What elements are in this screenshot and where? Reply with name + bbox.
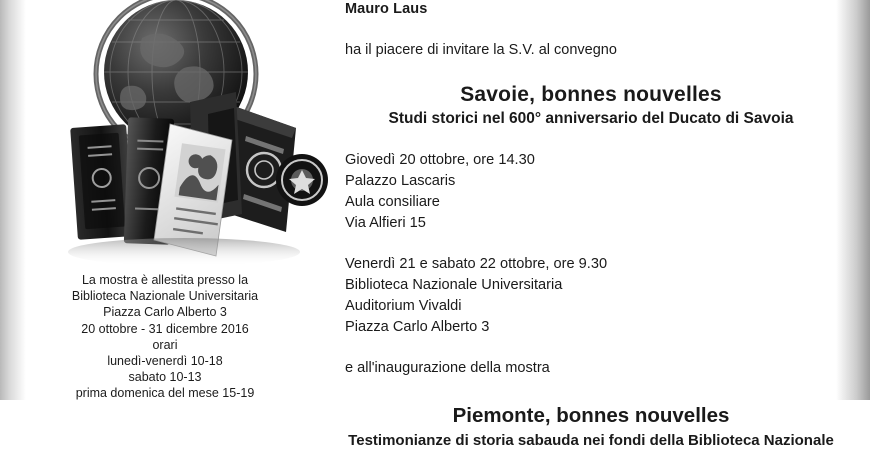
session-two-line: Venerdì 21 e sabato 22 ottobre, ore 9.30 xyxy=(345,256,608,272)
right-column xyxy=(345,0,845,449)
exhibition-invite-line: e all'inaugurazione della mostra xyxy=(345,360,550,376)
exhibition-subtitle: Testimonianze di storia sabauda nei fondi della Biblioteca Nazionale xyxy=(348,432,834,449)
session-two-block xyxy=(345,234,845,338)
caption-line: La mostra è allestita presso la xyxy=(81,273,249,287)
globe-illustration xyxy=(58,0,308,266)
caption-line: 20 ottobre - 31 dicembre 2016 xyxy=(81,321,249,336)
session-one-line: Giovedì 20 ottobre, ore 14.30 xyxy=(345,152,535,168)
host-name: Mauro Laus xyxy=(345,1,428,17)
event-subtitle: Studi storici nel 600° anniversario del Ducato di Savoia xyxy=(388,110,794,127)
exhibition-details-caption xyxy=(0,272,330,402)
session-two-line: Piazza Carlo Alberto 3 xyxy=(345,319,490,335)
caption-line: prima domenica del mese 15-19 xyxy=(75,386,255,401)
exhibition-title-block xyxy=(345,379,845,450)
event-title-block xyxy=(345,59,845,129)
session-one-block xyxy=(345,129,845,234)
left-column xyxy=(0,0,330,400)
event-title: Savoie, bonnes nouvelles xyxy=(460,83,722,106)
caption-line: sabato 10-13 xyxy=(128,370,202,385)
session-two-line: Biblioteca Nazionale Universitaria xyxy=(345,277,563,293)
exhibition-title: Piemonte, bonnes nouvelles xyxy=(452,404,730,427)
session-one-line: Aula consiliare xyxy=(345,194,440,210)
photo-globe-and-books xyxy=(58,0,308,266)
caption-line: Biblioteca Nazionale Universitaria xyxy=(71,289,259,304)
session-one-line: Palazzo Lascaris xyxy=(345,173,456,189)
invitation-line: ha il piacere di invitare la S.V. al convegno xyxy=(345,42,617,58)
caption-line: Piazza Carlo Alberto 3 xyxy=(103,305,227,320)
caption-line: lunedì-venerdì 10-18 xyxy=(107,354,223,369)
caption-line: orari xyxy=(152,337,178,352)
session-one-line: Via Alfieri 15 xyxy=(345,215,426,231)
session-two-line: Auditorium Vivaldi xyxy=(345,298,462,314)
